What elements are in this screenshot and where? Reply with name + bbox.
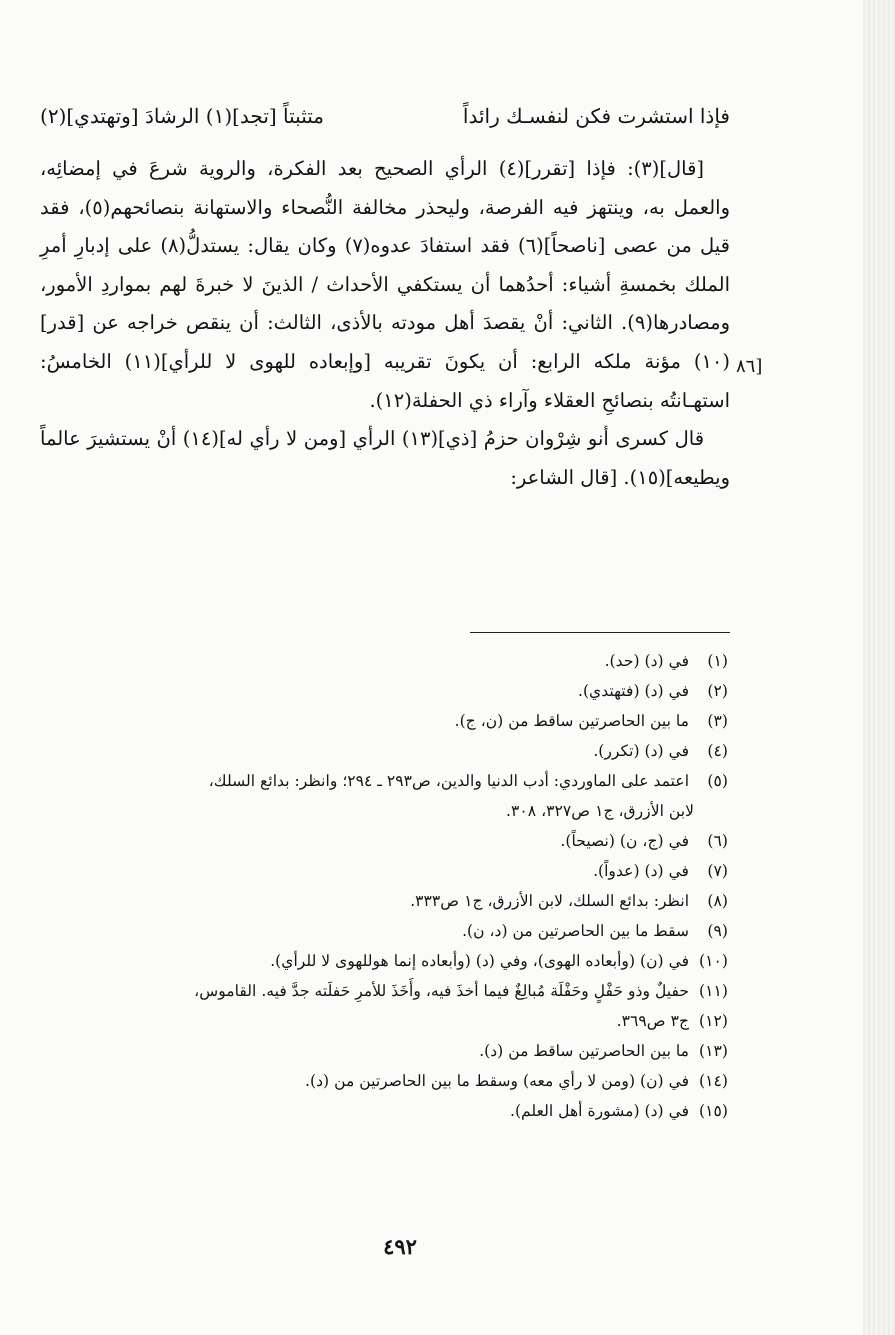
footnote-text: ج٣ ص٣٦٩. [616,1012,690,1030]
footnote-text: ما بين الحاصرتين ساقط من (د). [479,1042,690,1060]
footnote-text: في (ن) (ومن لا رأي معه) وسقط ما بين الحاصرتين من (د). [305,1072,690,1090]
footnote-item [48,676,728,706]
footnote-item [48,736,728,766]
footnote-number: (١٢) [699,1012,728,1030]
footnote-item [48,976,728,1006]
footnote-number: (٨) [707,892,728,910]
page-number: ٤٩٢ [383,1234,417,1259]
footnote-item [48,916,728,946]
body-paragraph-2: قال كسرى أنو شِرْوان حزمُ [ذي](١٣) الرأي [ومن لا رأي له](١٤) أنْ يستشيرَ عالماً ويطيعه](١٥). [قال الشاعر: [40,427,730,489]
footnote-number: (٣) [707,712,728,730]
footnote-item [48,1036,728,1066]
footnote-text: اعتمد على الماوردي: أدب الدنيا والدين، ص٢٩٣ ـ ٢٩٤؛ وانظر: بدائع السلك، [208,772,690,790]
footnote-number: (١٠) [699,952,728,970]
footnote-item [48,1096,728,1126]
footnote-item [48,856,728,886]
footnote-number: (١١) [699,982,728,1000]
footnote-text: انظر: بدائع السلك، لابن الأزرق، ج١ ص٣٣٣. [410,892,690,910]
footnote-item [48,706,728,736]
main-text [40,150,730,497]
footnote-text: سقط ما بين الحاصرتين من (د، ن). [462,922,690,940]
footnote-number: (٧) [707,862,728,880]
footnotes [48,646,728,1126]
footnote-number: (٢) [707,682,728,700]
page-edge-shadow [863,0,895,1335]
footnote-text: في (د) (مشورة أهل العلم). [509,1102,690,1120]
footnote-number: (١٣) [699,1042,728,1060]
footnote-number: (٥) [707,772,728,790]
footnote-text: في (د) (تكرر). [593,742,690,760]
footnote-item [48,1006,728,1036]
footnote-item [48,946,728,976]
footnote-number: (٦) [707,832,728,850]
footnote-number: (٩) [707,922,728,940]
footnote-item [48,766,728,826]
footnote-text: في (د) (عدواً). [593,862,690,880]
footnote-item [48,826,728,856]
footnote-separator [470,632,730,633]
footnote-number: (١٤) [699,1072,728,1090]
footnote-number: (١٥) [699,1102,728,1120]
footnote-text: حفيلٌ وذو حَفْلٍ وحَفْلَة مُبالِغٌ فيما أخذَ فيه، وأَخَذَ للأمرِ حَفلَته جدَّ فيه. القاموس، [194,982,690,1000]
footnote-text: في (ن) (وأبعاده الهوى)، وفي (د) (وأبعاده إنما هوللهوى لا للرأي). [270,952,690,970]
footnote-item [48,886,728,916]
footnote-number: (١) [707,652,728,670]
footnote-item [48,1066,728,1096]
manuscript-folio-marker: [٨٦ [736,356,763,377]
verse-first-hemistich: فإذا استشرت فكن لنفسـك رائداً [462,104,730,128]
footnote-item [48,646,728,676]
footnote-text: في (ج، ن) (نصيحاً). [560,832,690,850]
footnote-text: في (د) (حد). [604,652,690,670]
footnote-number: (٤) [707,742,728,760]
verse-line [40,96,730,136]
footnote-text: ما بين الحاصرتين ساقط من (ن، ج). [454,712,690,730]
body-paragraph-1: [قال](٣): فإذا [تقرر](٤) الرأي الصحيح بعد الفكرة، والروية شرعَ في إمضائِه، والعمل به، وينتهز فيه الفرصة، وليحذر مخالفة النُّصحاء والاستهانة بنصائحهم(٥)، فقد قيل من عصى [ناصحاً](٦) فقد استفادَ عدوه(٧) وكان يقال: يستدلُّ(٨) على إدبارِ أمرِ الملك بخمسةِ أشياء: أحدُهما أن يستكفي الأحداث / الذينَ لا خبرةَ لهم بمواردِ الأمور، ومصادرها(٩). الثاني: أنْ يقصدَ أهل مودته بالأذى، الثالث: أن ينقص خراجه عن [قدر](١٠) مؤنة ملكه الرابع: أن يكونَ تقريبه [وإبعاده للهوى لا للرأي](١١) الخامسُ: استهـانتُه بنصائحِ العقلاء وآراء ذي الحفلة(١٢). [40,157,731,412]
footnote-continuation: لابن الأزرق، ج١ ص٣٢٧، ٣٠٨. [506,802,694,820]
footnote-text: في (د) (فتهتدي). [577,682,690,700]
verse-second-hemistich: متثبتاً [تجد](١) الرشادَ [وتهتدي](٢) [40,104,324,128]
